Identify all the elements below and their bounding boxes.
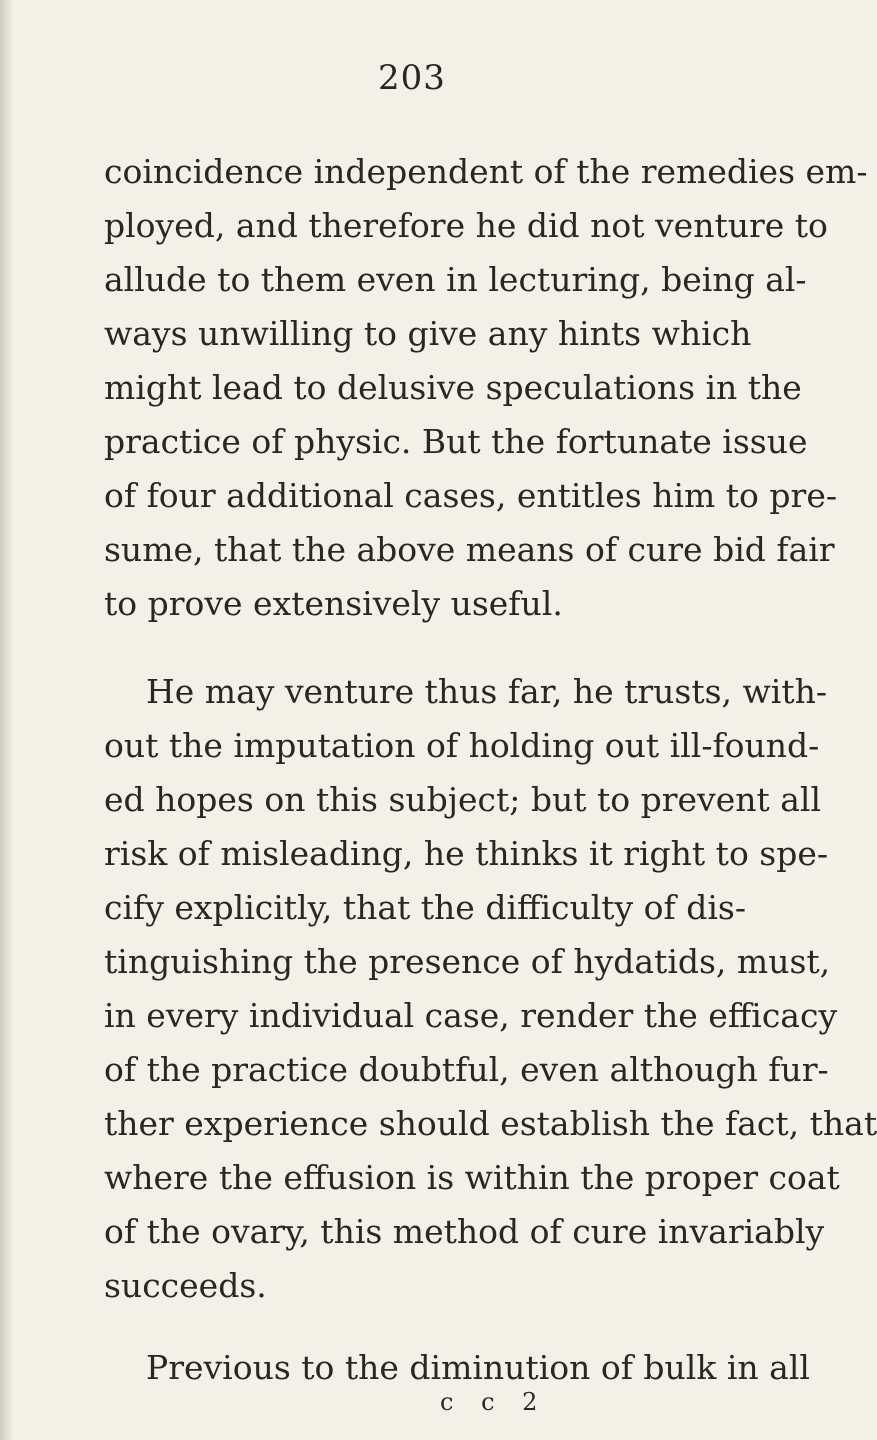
text-line-15: tinguishing the presence of hydatids, must, <box>104 942 831 981</box>
text-line-12: ed hopes on this subject; but to prevent all <box>104 780 822 819</box>
text-line-17: of the practice doubtful, even although fur- <box>104 1050 829 1089</box>
text-line-8: sume, that the above means of cure bid fair <box>104 530 835 569</box>
page-gutter-shadow <box>0 0 14 1440</box>
text-line-4: ways unwilling to give any hints which <box>104 314 752 353</box>
text-line-2: ployed, and therefore he did not venture to <box>104 206 828 245</box>
text-line-11: out the imputation of holding out ill-found- <box>104 726 820 765</box>
text-line-9: to prove extensively useful. <box>104 584 563 623</box>
text-line-19: where the effusion is within the proper coat <box>104 1158 840 1197</box>
text-line-21: succeeds. <box>104 1266 267 1305</box>
text-line-10: He may venture thus far, he trusts, with- <box>146 672 827 711</box>
signature-mark: c c 2 <box>440 1388 548 1416</box>
text-line-13: risk of misleading, he thinks it right to spe- <box>104 834 829 873</box>
text-line-1: coincidence independent of the remedies em- <box>104 152 868 191</box>
text-line-22: Previous to the diminution of bulk in all <box>146 1348 810 1387</box>
page-number: 203 <box>378 58 446 98</box>
text-line-3: allude to them even in lecturing, being al- <box>104 260 807 299</box>
text-line-18: ther experience should establish the fact, that <box>104 1104 877 1143</box>
text-line-20: of the ovary, this method of cure invariably <box>104 1212 825 1251</box>
text-line-7: of four additional cases, entitles him to pre- <box>104 476 837 515</box>
text-line-6: practice of physic. But the fortunate issue <box>104 422 808 461</box>
text-line-16: in every individual case, render the efficacy <box>104 996 838 1035</box>
text-line-14: cify explicitly, that the difficulty of dis- <box>104 888 747 927</box>
text-line-5: might lead to delusive speculations in the <box>104 368 802 407</box>
